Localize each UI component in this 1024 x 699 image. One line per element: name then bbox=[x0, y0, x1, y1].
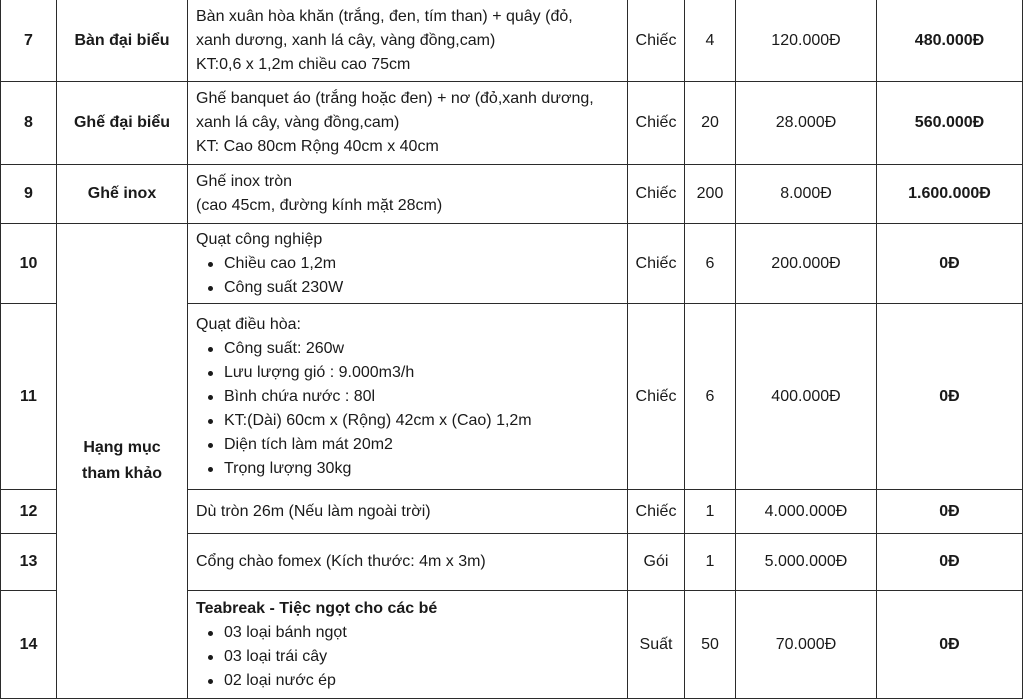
unit-cell: Chiếc bbox=[628, 0, 685, 82]
unit-cell: Suất bbox=[628, 591, 685, 699]
total-cell: 0Đ bbox=[877, 534, 1023, 591]
group-name-line: Hạng mục bbox=[83, 439, 161, 456]
total-cell: 480.000Đ bbox=[877, 0, 1023, 82]
description-line: KT: Cao 80cm Rộng 40cm x 40cm bbox=[196, 138, 439, 155]
bullet-item: KT:(Dài) 60cm x (Rộng) 42cm x (Cao) 1,2m bbox=[196, 409, 623, 433]
row-number: 13 bbox=[1, 534, 57, 591]
row-number: 9 bbox=[1, 165, 57, 224]
total-cell: 0Đ bbox=[877, 224, 1023, 304]
bullet-item: Công suất 230W bbox=[196, 276, 623, 300]
group-name bbox=[57, 224, 188, 699]
description-title: Teabreak - Tiệc ngọt cho các bé bbox=[196, 599, 438, 617]
total-cell: 560.000Đ bbox=[877, 82, 1023, 165]
item-description bbox=[188, 591, 628, 699]
item-description bbox=[188, 165, 628, 224]
row-number: 7 bbox=[1, 0, 57, 82]
row-number: 10 bbox=[1, 224, 57, 304]
item-description bbox=[188, 0, 628, 82]
item-description: Dù tròn 26m (Nếu làm ngoài trời) bbox=[188, 490, 628, 534]
unit-price-cell: 200.000Đ bbox=[736, 224, 877, 304]
group-name-line: tham khảo bbox=[81, 465, 162, 482]
description-title: Quạt công nghiệp bbox=[196, 230, 323, 248]
quantity-cell: 6 bbox=[685, 304, 736, 490]
row-number: 8 bbox=[1, 82, 57, 165]
item-description bbox=[188, 304, 628, 490]
description-line: Bàn xuân hòa khăn (trắng, đen, tím than) + quây (đỏ, bbox=[196, 7, 573, 25]
quantity-cell: 200 bbox=[685, 165, 736, 224]
bullet-item: 02 loại nước ép bbox=[196, 669, 623, 693]
table-row bbox=[1, 0, 1023, 82]
bullet-dot-icon bbox=[208, 262, 213, 267]
table-row bbox=[1, 165, 1023, 224]
quantity-cell: 6 bbox=[685, 224, 736, 304]
row-number: 12 bbox=[1, 490, 57, 534]
description-line: (cao 45cm, đường kính mặt 28cm) bbox=[196, 197, 443, 214]
table-row bbox=[1, 224, 1023, 304]
bullet-dot-icon bbox=[208, 467, 213, 472]
description-line: Ghế inox tròn bbox=[196, 173, 293, 190]
description-line: xanh dương, xanh lá cây, vàng đồng,cam) bbox=[196, 31, 496, 49]
bullet-item: 03 loại bánh ngọt bbox=[196, 621, 623, 645]
unit-cell: Chiếc bbox=[628, 490, 685, 534]
row-number: 14 bbox=[1, 591, 57, 699]
quantity-cell: 1 bbox=[685, 534, 736, 591]
quantity-cell: 50 bbox=[685, 591, 736, 699]
bullet-list bbox=[196, 337, 623, 481]
item-description bbox=[188, 224, 628, 304]
unit-price-cell: 400.000Đ bbox=[736, 304, 877, 490]
description-line: xanh lá cây, vàng đồng,cam) bbox=[196, 114, 400, 131]
bullet-dot-icon bbox=[208, 286, 213, 291]
quantity-cell: 1 bbox=[685, 490, 736, 534]
unit-cell: Gói bbox=[628, 534, 685, 591]
unit-cell: Chiếc bbox=[628, 304, 685, 490]
quantity-cell: 20 bbox=[685, 82, 736, 165]
item-name: Ghế inox bbox=[57, 165, 188, 224]
unit-price-cell: 120.000Đ bbox=[736, 0, 877, 82]
description-line: KT:0,6 x 1,2m chiều cao 75cm bbox=[196, 55, 411, 73]
item-name: Bàn đại biểu bbox=[57, 0, 188, 82]
unit-price-cell: 8.000Đ bbox=[736, 165, 877, 224]
bullet-item: Bình chứa nước : 80l bbox=[196, 385, 623, 409]
table-row bbox=[1, 82, 1023, 165]
description-line: Ghế banquet áo (trắng hoặc đen) + nơ (đỏ,xanh dương, bbox=[196, 90, 594, 107]
bullet-item: Công suất: 260w bbox=[196, 337, 623, 361]
unit-price-cell: 28.000Đ bbox=[736, 82, 877, 165]
unit-cell: Chiếc bbox=[628, 82, 685, 165]
bullet-dot-icon bbox=[208, 443, 213, 448]
unit-price-cell: 5.000.000Đ bbox=[736, 534, 877, 591]
total-cell: 1.600.000Đ bbox=[877, 165, 1023, 224]
unit-price-cell: 4.000.000Đ bbox=[736, 490, 877, 534]
unit-cell: Chiếc bbox=[628, 165, 685, 224]
bullet-dot-icon bbox=[208, 679, 213, 684]
unit-cell: Chiếc bbox=[628, 224, 685, 304]
bullet-item: Diện tích làm mát 20m2 bbox=[196, 433, 623, 457]
item-description bbox=[188, 82, 628, 165]
quantity-cell: 4 bbox=[685, 0, 736, 82]
item-description: Cổng chào fomex (Kích thước: 4m x 3m) bbox=[188, 534, 628, 591]
bullet-list bbox=[196, 252, 623, 300]
row-number: 11 bbox=[1, 304, 57, 490]
bullet-dot-icon bbox=[208, 655, 213, 660]
bullet-item: Lưu lượng gió : 9.000m3/h bbox=[196, 361, 623, 385]
unit-price-cell: 70.000Đ bbox=[736, 591, 877, 699]
bullet-dot-icon bbox=[208, 347, 213, 352]
bullet-dot-icon bbox=[208, 395, 213, 400]
total-cell: 0Đ bbox=[877, 304, 1023, 490]
total-cell: 0Đ bbox=[877, 490, 1023, 534]
bullet-list bbox=[196, 621, 623, 693]
bullet-item: Trọng lượng 30kg bbox=[196, 457, 623, 481]
bullet-item: 03 loại trái cây bbox=[196, 645, 623, 669]
description-title: Quạt điều hòa: bbox=[196, 315, 301, 333]
item-name: Ghế đại biểu bbox=[57, 82, 188, 165]
total-cell: 0Đ bbox=[877, 591, 1023, 699]
bullet-dot-icon bbox=[208, 371, 213, 376]
bullet-item: Chiều cao 1,2m bbox=[196, 252, 623, 276]
bullet-dot-icon bbox=[208, 419, 213, 424]
bullet-dot-icon bbox=[208, 631, 213, 636]
